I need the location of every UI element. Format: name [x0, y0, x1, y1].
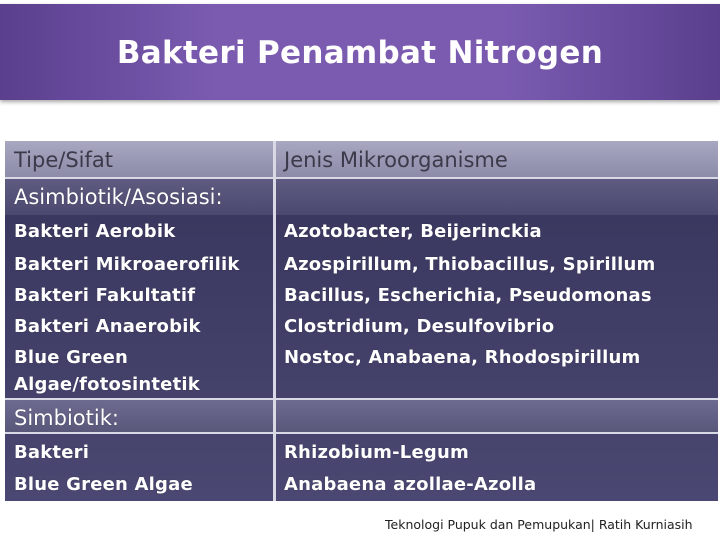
row-tipe: Blue Green Algae	[14, 474, 193, 495]
nitrogen-bacteria-table	[5, 141, 718, 501]
header-tipe-sifat: Tipe/Sifat	[14, 148, 114, 172]
table-divider	[5, 398, 718, 400]
row-tipe: Bakteri Mikroaerofilik	[14, 254, 240, 275]
slide-title: Bakteri Penambat Nitrogen	[116, 35, 604, 71]
row-jenis: Rhizobium-Legum	[284, 442, 469, 463]
slide-title-bar	[0, 4, 720, 100]
row-jenis: Azospirillum, Thiobacillus, Spirillum	[284, 254, 656, 275]
row-jenis: Azotobacter, Beijerinckia	[284, 221, 542, 242]
slide-footer: Teknologi Pupuk dan Pemupukan| Ratih Kurniasih	[385, 517, 693, 532]
row-jenis: Clostridium, Desulfovibrio	[284, 316, 555, 337]
table-divider	[5, 432, 718, 434]
header-jenis-mikroorganisme: Jenis Mikroorganisme	[284, 148, 508, 172]
row-tipe: Bakteri Anaerobik	[14, 316, 201, 337]
section-label-simbiotik: Simbiotik:	[14, 406, 119, 430]
row-tipe: Blue Green	[14, 347, 129, 368]
row-tipe: Algae/fotosintetik	[14, 374, 200, 395]
row-tipe: Bakteri	[14, 442, 90, 463]
section-label-asimbiotik: Asimbiotik/Asosiasi:	[14, 185, 223, 209]
row-jenis: Anabaena azollae-Azolla	[284, 474, 537, 495]
row-tipe: Bakteri Aerobik	[14, 221, 176, 242]
row-jenis: Nostoc, Anabaena, Rhodospirillum	[284, 347, 641, 368]
row-jenis: Bacillus, Escherichia, Pseudomonas	[284, 285, 652, 306]
row-tipe: Bakteri Fakultatif	[14, 285, 196, 306]
column-divider	[273, 141, 276, 501]
table-divider	[5, 177, 718, 179]
